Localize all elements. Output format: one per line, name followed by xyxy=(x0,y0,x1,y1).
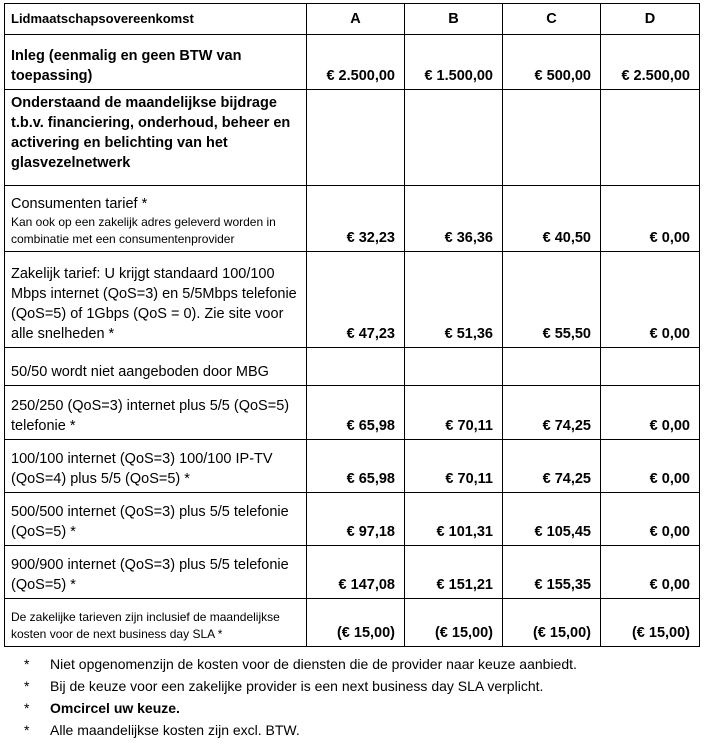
row-label: Inleg (eenmalig en geen BTW van toepassing) xyxy=(5,35,307,90)
price-b: (€ 15,00) xyxy=(405,599,503,647)
row-label-cell xyxy=(5,599,307,647)
footnote-item xyxy=(24,719,577,741)
price-b: € 36,36 xyxy=(405,186,503,252)
row-label-cell xyxy=(5,186,307,252)
footnote-text: Bij de keuze voor een zakelijke provider is een next business day SLA verplicht. xyxy=(50,678,544,694)
price-a: € 65,98 xyxy=(307,386,405,440)
price-b: € 51,36 xyxy=(405,252,503,348)
price-b xyxy=(405,348,503,386)
row-label: 250/250 (QoS=3) internet plus 5/5 (QoS=5) telefonie * xyxy=(5,386,307,440)
table-row-500 xyxy=(5,493,700,546)
table-row-100-iptv xyxy=(5,440,700,493)
price-c: € 74,25 xyxy=(503,440,601,493)
table-row-5050 xyxy=(5,348,700,386)
footnotes xyxy=(24,653,577,741)
header-label: Lidmaatschapsovereenkomst xyxy=(5,4,307,35)
header-row xyxy=(5,4,700,35)
table-row-sla xyxy=(5,599,700,647)
price-c xyxy=(503,90,601,186)
column-b-header: B xyxy=(405,4,503,35)
price-b: € 70,11 xyxy=(405,440,503,493)
price-d: € 0,00 xyxy=(601,186,700,252)
table-row-monthly-intro xyxy=(5,90,700,186)
price-a: € 147,08 xyxy=(307,546,405,599)
price-d: (€ 15,00) xyxy=(601,599,700,647)
price-a: € 2.500,00 xyxy=(307,35,405,90)
price-b: € 1.500,00 xyxy=(405,35,503,90)
table-row-250 xyxy=(5,386,700,440)
price-d: € 0,00 xyxy=(601,386,700,440)
price-b: € 70,11 xyxy=(405,386,503,440)
table-row-inleg xyxy=(5,35,700,90)
price-b: € 101,31 xyxy=(405,493,503,546)
membership-pricing-table xyxy=(4,3,700,647)
price-a: € 47,23 xyxy=(307,252,405,348)
price-a: € 65,98 xyxy=(307,440,405,493)
price-b: € 151,21 xyxy=(405,546,503,599)
price-d xyxy=(601,348,700,386)
column-a-header: A xyxy=(307,4,405,35)
price-d: € 2.500,00 xyxy=(601,35,700,90)
column-d-header: D xyxy=(601,4,700,35)
footnote-text: Omcircel uw keuze. xyxy=(50,700,180,716)
footnote-text: Alle maandelijkse kosten zijn excl. BTW. xyxy=(50,722,300,738)
price-d: € 0,00 xyxy=(601,252,700,348)
row-label: De zakelijke tarieven zijn inclusief de maandelijkse kosten voor de next business day SLA * xyxy=(11,610,280,641)
price-c: (€ 15,00) xyxy=(503,599,601,647)
price-a xyxy=(307,90,405,186)
bullet-icon: * xyxy=(24,722,30,738)
price-c xyxy=(503,348,601,386)
table-row-business xyxy=(5,252,700,348)
price-a: € 97,18 xyxy=(307,493,405,546)
row-note: Kan ook op een zakelijk adres geleverd worden in combinatie met een consumentenprovider xyxy=(11,215,276,246)
column-c-header: C xyxy=(503,4,601,35)
footnote-item xyxy=(24,697,577,719)
price-d: € 0,00 xyxy=(601,493,700,546)
price-a: € 32,23 xyxy=(307,186,405,252)
bullet-icon: * xyxy=(24,700,30,716)
price-d: € 0,00 xyxy=(601,440,700,493)
price-a: (€ 15,00) xyxy=(307,599,405,647)
row-label: 50/50 wordt niet aangeboden door MBG xyxy=(5,348,307,386)
bullet-icon: * xyxy=(24,656,30,672)
row-label: Consumenten tarief * xyxy=(11,196,148,212)
bullet-icon: * xyxy=(24,678,30,694)
price-c: € 105,45 xyxy=(503,493,601,546)
row-label: Zakelijk tarief: U krijgt standaard 100/100 Mbps internet (QoS=3) en 5/5Mbps telefonie (QoS=5) of 1Gbps (QoS = 0). Zie site voor alle snelheden * xyxy=(5,252,307,348)
table-row-consumer xyxy=(5,186,700,252)
price-a xyxy=(307,348,405,386)
price-c: € 500,00 xyxy=(503,35,601,90)
price-b xyxy=(405,90,503,186)
price-c: € 55,50 xyxy=(503,252,601,348)
footnote-item xyxy=(24,653,577,675)
table-row-900 xyxy=(5,546,700,599)
price-c: € 74,25 xyxy=(503,386,601,440)
row-label: 500/500 internet (QoS=3) plus 5/5 telefonie (QoS=5) * xyxy=(5,493,307,546)
price-c: € 155,35 xyxy=(503,546,601,599)
row-label: 100/100 internet (QoS=3) 100/100 IP-TV (QoS=4) plus 5/5 (QoS=5) * xyxy=(5,440,307,493)
price-c: € 40,50 xyxy=(503,186,601,252)
price-d xyxy=(601,90,700,186)
price-d: € 0,00 xyxy=(601,546,700,599)
footnote-item xyxy=(24,675,577,697)
row-label: Onderstaand de maandelijkse bijdrage t.b.v. financiering, onderhoud, beheer en activering en belichting van het glasvezelnetwerk xyxy=(5,90,307,186)
footnote-text: Niet opgenomenzijn de kosten voor de diensten die de provider naar keuze aanbiedt. xyxy=(50,656,577,672)
row-label: 900/900 internet (QoS=3) plus 5/5 telefonie (QoS=5) * xyxy=(5,546,307,599)
